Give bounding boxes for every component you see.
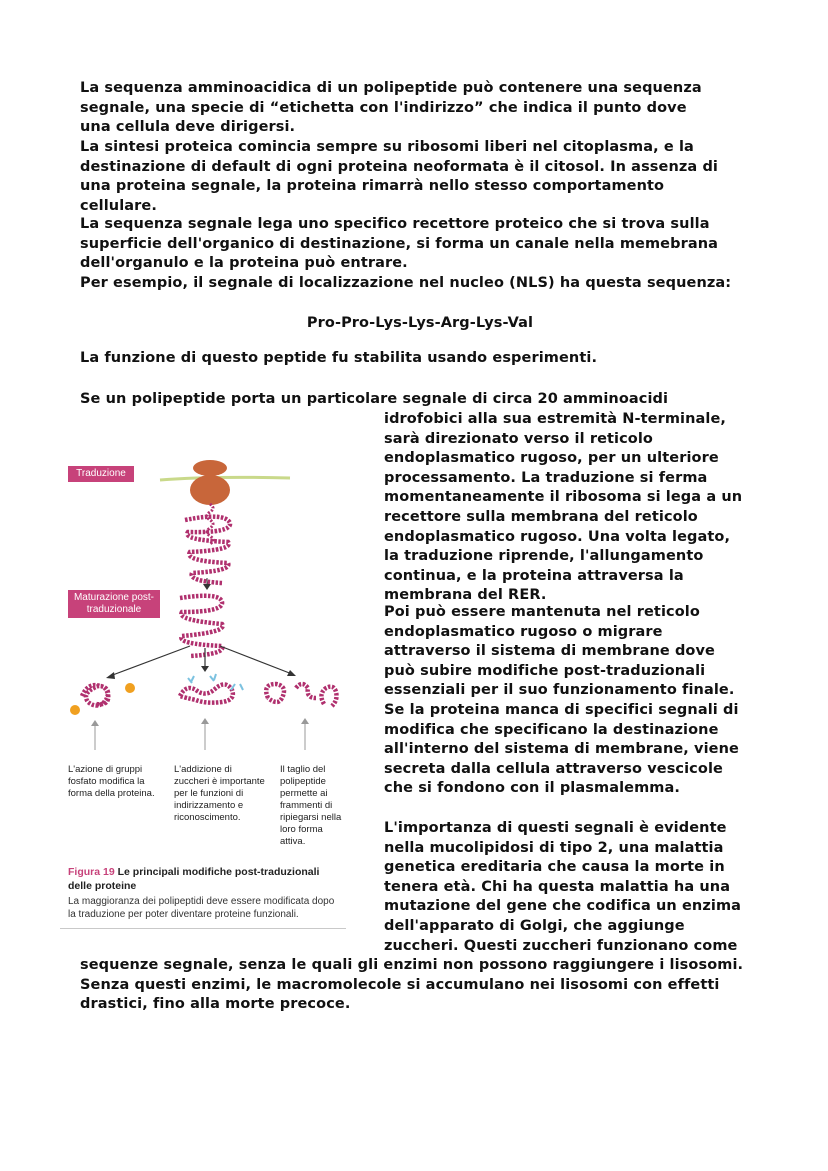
figure-subtitle: La maggioranza dei polipeptidi deve essere modificata dopo la traduzione per poter diventare proteine funzionali. [68,896,335,920]
tag-post-translational: Maturazione post-traduzionale [68,590,160,618]
folding-chain-translation [185,517,230,583]
caption-cleavage: Il taglio del polipeptide permette ai frammenti di ripiegarsi nella loro forma attiva. [280,764,342,847]
intro-paragraph: La sequenza amminoacidica di un polipeptide può contenere una sequenza segnale, una specie di “etichetta con l'indirizzo” che indica il punto dove una cellula deve dirigersi. [80,80,702,136]
fragment-2 [296,684,316,698]
mucolipidosis-paragraph: L'importanza di questi segnali è evidente nella mucolipidosi di tipo 2, una malattia genetica ereditaria che causa la morte in tenera età. Chi ha questa malattia ha una mutazione del gene che codifica un enzima dell'apparato di Golgi, che aggiunge zuccheri. Questi zuccheri funzionano come [384,820,742,954]
figure-title [68,865,338,893]
fragment-3 [321,687,336,706]
membrane-line [160,477,290,480]
nls-paragraph: Per esempio, il segnale di localizzazione nel nucleo (NLS) ha questa sequenza: [80,275,732,291]
arrow-left [106,672,115,679]
figure-title-text: Le principali modifiche post-traduzionali delle proteine [68,866,320,892]
phosphate-icon-1 [125,683,135,693]
caption-phosphate: L'azione di gruppi fosfato modifica la forma della proteina. [68,764,155,799]
signal-paragraph-first-line: Se un polipeptide porta un particolare segnale di circa 20 amminoacidi [80,391,669,407]
figure-post-translational-modifications [60,458,346,929]
caption-sugars: L'addizione di zuccheri è importante per le funzioni di indirizzamento e riconoscimento. [174,764,265,823]
glycosylated-protein [180,684,233,702]
tag-translation: Traduzione [68,466,134,482]
membrane-system-paragraph: Poi può essere mantenuta nel reticolo endoplasmatico rugoso o migrare attraverso il sistema di membrane dove può subire modifiche post-traduzionali essenziali per il suo funzionamento finale. Se la proteina manca di specifici segnali di modifica che specificano la destinazione all'interno del sistema di membrane, viene secreta dalla cellula attraverso vescicole che si fondono con il plasmalemma. [384,604,739,797]
function-paragraph: La funzione di questo peptide fu stabilita usando esperimenti. [80,350,598,366]
receptor-paragraph: La sequenza segnale lega uno specifico recettore proteico che si trova sulla superficie dell'organico di destinazione, si forma un canale nella memebrana dell'organulo e la proteina può entrare. [80,216,719,272]
phosphorylated-protein [82,685,108,705]
figure-number: Figura 19 [68,866,115,878]
arrow-center [201,666,209,672]
phosphate-icon-2 [70,705,80,715]
ribosome-small-subunit [193,460,227,476]
ribosome-large-subunit [190,475,230,505]
mucolipidosis-paragraph-end: sequenze segnale, senza le quali gli enzimi non possono raggiungere i lisosomi. Senza questi enzimi, le macromolecole si accumulano nei lisosomi con effetti drastici, fino alla morte precoce. [80,957,744,1013]
synthesis-paragraph: La sintesi proteica comincia sempre su ribosomi liberi nel citoplasma, e la destinazione di default di ogni proteina neoformata è il citosol. In assenza di una proteina segnale, la proteina rimarrà nello stesso comportamento cellulare. [80,139,719,214]
signal-paragraph-continued: idrofobici alla sua estremità N-terminale, sarà direzionato verso il reticolo endoplasmatico rugoso, per un ulteriore processamento. La traduzione si ferma momentaneamente il ribosoma si lega a un recettore sulla membrana del reticolo endoplasmatico rugoso. Una volta legato, la traduzione riprende, l'allungamento continua, e la proteina attraversa la membrana del RER. [384,411,743,604]
nls-sequence: Pro-Pro-Lys-Lys-Arg-Lys-Val [306,315,534,331]
fragment-1 [266,684,284,702]
phosphate-label: P [136,685,142,694]
nascent-chain [207,504,213,544]
